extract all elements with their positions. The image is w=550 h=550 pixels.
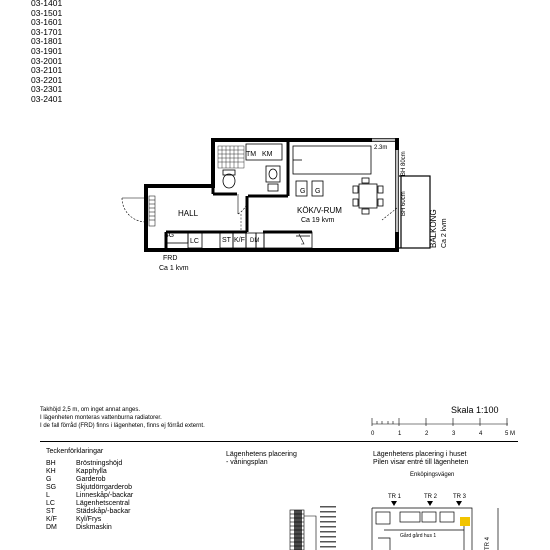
note-line: I lägenheten monteras vattenburna radiatorer. <box>40 415 162 421</box>
scale-tick: 1 <box>398 431 402 437</box>
bed <box>293 146 371 174</box>
legend-item: BH Bröstningshöjd <box>46 460 123 467</box>
room-label-balcony: BALKONG <box>429 209 438 248</box>
side-label: TR 4 <box>485 536 491 550</box>
room-area-frd: Ca 1 kvm <box>159 265 189 272</box>
coat-rack <box>149 196 155 226</box>
scale-tick: 0 <box>371 431 375 437</box>
room-label-hall: HALL <box>178 209 199 218</box>
unit-number: 03-1601 <box>31 17 63 28</box>
window-dimension: 2.3m <box>374 145 388 151</box>
label-wm: TM <box>246 151 257 158</box>
stair-label: TR 2 <box>424 494 438 500</box>
sink <box>266 166 280 191</box>
unit-number: 03-2101 <box>31 65 63 76</box>
unit-number: 03-2001 <box>31 55 63 66</box>
entrance-door <box>122 198 146 222</box>
label-g2: G <box>315 188 321 195</box>
dining-table <box>353 178 383 214</box>
unit-number: 03-1801 <box>31 36 63 47</box>
legend-title: Teckenförklaringar <box>46 448 104 455</box>
bathroom-floor <box>218 146 244 168</box>
scale-tick: 3 <box>452 431 456 437</box>
label-bh-mid: BH 60cm <box>401 191 407 216</box>
unit-number: 03-2201 <box>31 74 63 85</box>
room-area-kitchen: Ca 19 kvm <box>301 217 335 224</box>
label-g1: G <box>300 188 306 195</box>
divider <box>40 441 518 442</box>
scale-bar <box>368 414 518 440</box>
label-km: KM <box>262 151 273 158</box>
scale-tick: 5 M <box>505 431 516 437</box>
legend-item: G Garderob <box>46 476 106 483</box>
house-placement-diagram <box>360 468 550 550</box>
courtyard-label: Gård gård hus 1 <box>400 533 437 539</box>
unit-number: 03-1501 <box>31 7 63 18</box>
stair-label: TR 1 <box>388 494 402 500</box>
windows <box>372 139 398 232</box>
unit-number: 03-2301 <box>31 84 63 95</box>
note-line: Takhöjd 2,5 m, om inget annat anges. <box>40 407 141 413</box>
unit-number: 03-1701 <box>31 26 63 37</box>
label-st: ST <box>222 237 231 244</box>
highlighted-unit <box>460 517 470 526</box>
legend-item: KH Kapphylla <box>46 468 107 475</box>
toilet <box>223 170 235 188</box>
label-bh-top: BH 80cm <box>401 151 407 176</box>
legend-item: LC Lägenhetscentral <box>46 500 130 507</box>
legend-item: L Linneskåp/-backar <box>46 492 134 499</box>
room-area-balcony: Ca 2 kvm <box>441 218 448 248</box>
legend-item: SG Skjutdörrgarderob <box>46 484 133 491</box>
notes <box>40 406 205 430</box>
stair-label: TR 3 <box>453 494 467 500</box>
scale-tick: 2 <box>425 431 429 437</box>
label-kf: K/F <box>234 237 245 244</box>
floor-placement-diagram <box>280 498 340 550</box>
legend-item: ST Städskåp/-backar <box>46 508 131 515</box>
label-dm: DM <box>250 238 260 244</box>
scale-label: Skala 1:100 <box>451 405 499 415</box>
street-label: Enköpingsvägen <box>410 472 455 478</box>
room-label-kitchen: KÖK/V-RUM <box>297 206 342 215</box>
legend <box>46 448 133 532</box>
unit-number: 03-1401 <box>31 0 63 8</box>
label-sg: SG <box>164 232 175 239</box>
unit-number: 03-2401 <box>31 93 63 104</box>
legend-item: DM Diskmaskin <box>46 524 112 531</box>
note-line: I de fall förråd (FRD) finns i lägenheten, finns ej förråd externt. <box>40 423 205 429</box>
floor-placement-title: Lägenhetens placering - våningsplan <box>226 451 297 466</box>
label-lc: LC <box>190 238 199 245</box>
house-placement-title: Lägenhetens placering i huset Pilen visar entré till lägenheten <box>373 451 469 466</box>
balcony-door <box>382 208 397 220</box>
unit-number: 03-1901 <box>31 45 63 56</box>
room-label-frd: FRD <box>163 255 178 262</box>
legend-item: K/F Kyl/Frys <box>46 516 102 523</box>
scale-tick: 4 <box>479 431 483 437</box>
kitchen-counter <box>264 232 312 248</box>
